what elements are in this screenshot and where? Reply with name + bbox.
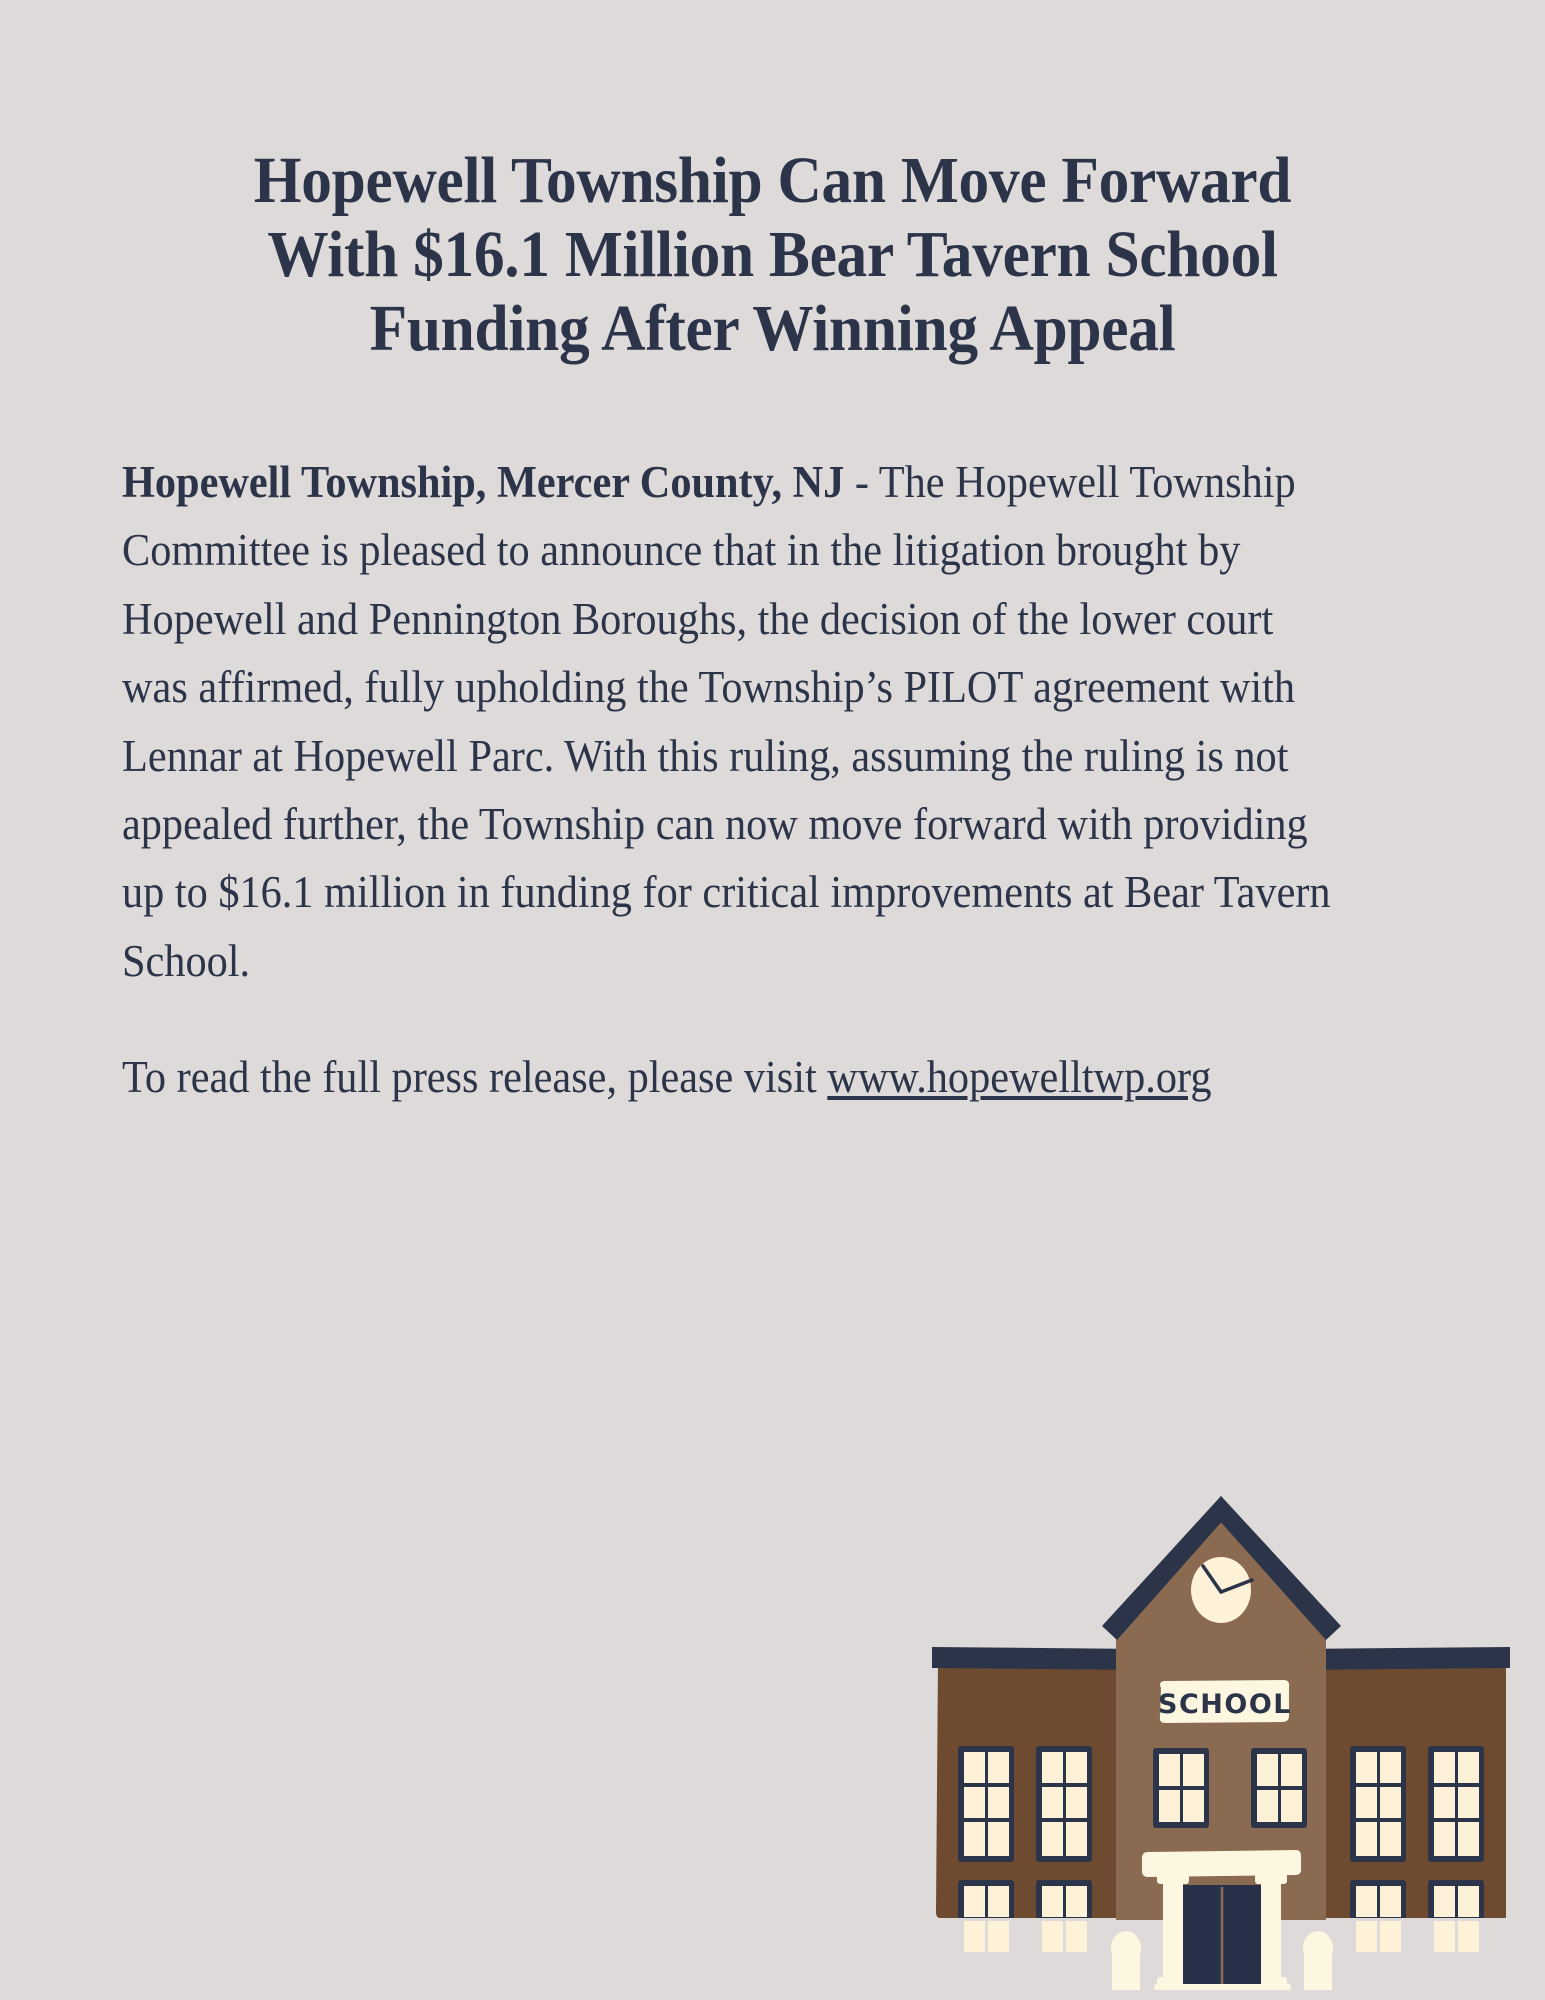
page-title-line-2: With $16.1 Million Bear Tavern School — [267, 218, 1278, 292]
page-title-line-3: Funding After Winning Appeal — [369, 292, 1176, 366]
page-title-line-1: Hopewell Township Can Move Forward — [253, 144, 1292, 218]
press-release-body — [122, 448, 1344, 1112]
school-building-illustration — [880, 1450, 1545, 1990]
school-sign — [1158, 1680, 1292, 1723]
press-release-paragraph-2 — [122, 1043, 1344, 1111]
page-title — [156, 144, 1388, 366]
press-release-paragraph-1 — [122, 448, 1344, 995]
website-link[interactable]: www.hopewelltwp.org — [827, 1052, 1212, 1103]
paragraph-2-prefix: To read the full press release, please visit — [122, 1052, 828, 1103]
school-sign-text: SCHOOL — [1158, 1689, 1292, 1720]
paragraph-1-text: - The Hopewell Township Committee is pleased to announce that in the litigation brought by Hopewell and Pennington Boroughs, the decision of the lower court was affirmed, fully upholding the Township’s PILOT agreement with Lennar at Hopewell Parc. With this ruling, assuming the ruling is not appealed further, the Township can now move forward with providing up to $16.1 million in funding for critical improvements at Bear Tavern School. — [122, 457, 1331, 986]
dateline: Hopewell Township, Mercer County, NJ — [122, 457, 845, 507]
